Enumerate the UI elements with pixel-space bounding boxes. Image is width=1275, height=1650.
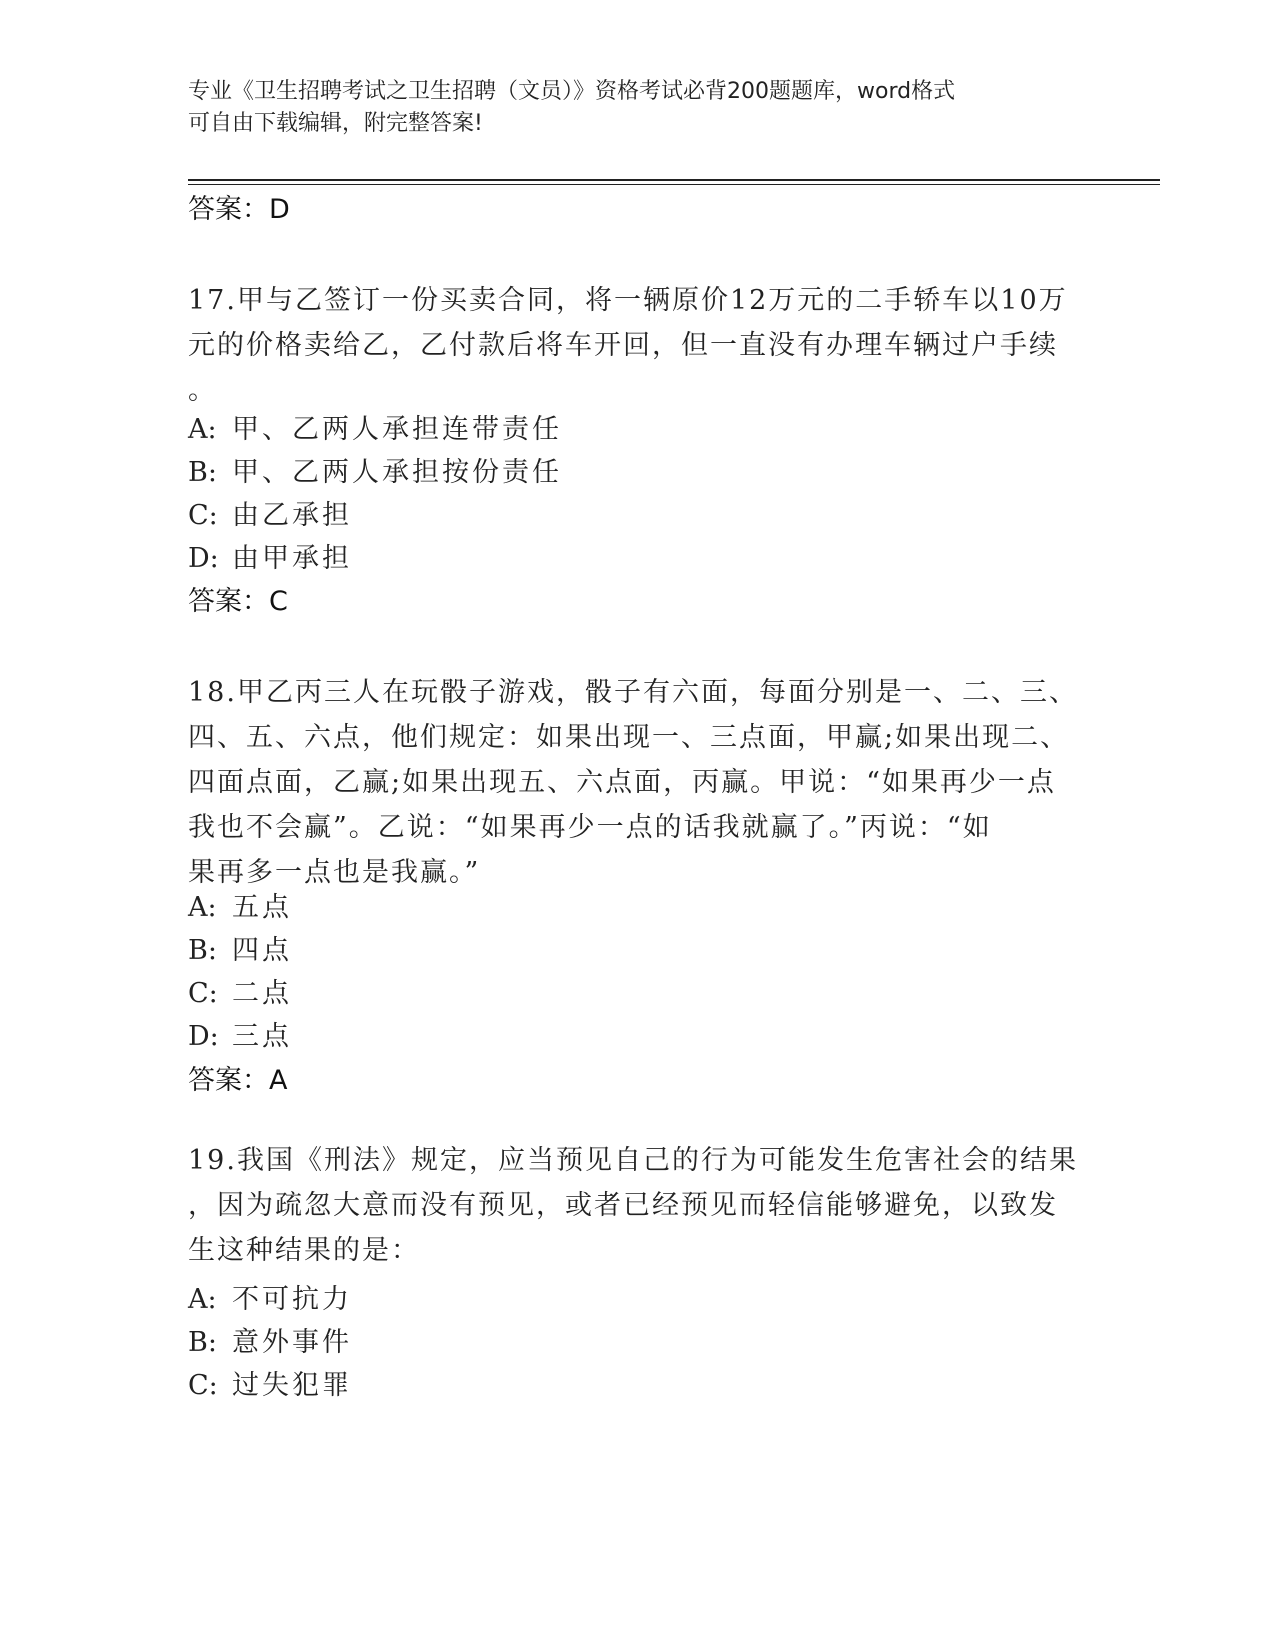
option-text: 五点 xyxy=(232,892,292,923)
answer-q18: 答案：A xyxy=(188,1065,288,1096)
question-17-option-d xyxy=(188,541,352,577)
question-17-line-3: 。 xyxy=(188,375,217,406)
question-17-option-a xyxy=(188,412,562,448)
question-19-option-b xyxy=(188,1325,352,1361)
question-19-text xyxy=(188,1138,1078,1273)
question-17-line-2: 元的价格卖给乙，乙付款后将车开回，但一直没有办理车辆过户手续 xyxy=(188,330,1058,361)
question-18-text xyxy=(188,670,1078,895)
page-header xyxy=(188,76,1088,140)
question-18-line-2: 四、五、六点，他们规定：如果出现一、三点面，甲赢;如果出现二、 xyxy=(188,722,1070,753)
question-18-line-5: 果再多一点也是我赢。” xyxy=(188,857,481,888)
option-text: 过失犯罪 xyxy=(232,1370,352,1401)
question-17-text xyxy=(188,278,1068,413)
option-text: 意外事件 xyxy=(232,1327,352,1358)
header-rule-thin xyxy=(188,184,1160,185)
header-line-2: 可自由下载编辑，附完整答案! xyxy=(188,111,483,136)
question-19-option-a xyxy=(188,1282,352,1318)
option-key: A: xyxy=(188,892,217,923)
question-18-option-b xyxy=(188,933,292,969)
option-key: D: xyxy=(188,1021,219,1052)
option-key: B: xyxy=(188,457,217,488)
question-18-line-1: 18.甲乙丙三人在玩骰子游戏，骰子有六面，每面分别是一、二、三、 xyxy=(188,677,1078,708)
option-key: C: xyxy=(188,1370,218,1401)
option-key: A: xyxy=(188,414,217,445)
question-18-line-3: 四面点面，乙赢;如果出现五、六点面，丙赢。甲说：“如果再少一点 xyxy=(188,767,1056,798)
option-text: 由甲承担 xyxy=(232,543,352,574)
question-19-option-c xyxy=(188,1368,352,1404)
option-key: C: xyxy=(188,500,218,531)
question-17-option-c xyxy=(188,498,352,534)
question-19-line-1: 19.我国《刑法》规定，应当预见自己的行为可能发生危害社会的结果 xyxy=(188,1145,1078,1176)
question-17-line-1: 17.甲与乙签订一份买卖合同，将一辆原价12万元的二手轿车以10万 xyxy=(188,285,1068,316)
question-17-option-b xyxy=(188,455,562,491)
option-key: B: xyxy=(188,935,217,966)
option-text: 不可抗力 xyxy=(232,1284,352,1315)
question-19-line-2: ，因为疏忽大意而没有预见，或者已经预见而轻信能够避免，以致发 xyxy=(188,1190,1058,1221)
header-line-1: 专业《卫生招聘考试之卫生招聘（文员）》资格考试必背200题题库，word格式 xyxy=(188,79,956,104)
question-18-option-d xyxy=(188,1019,292,1055)
option-text: 由乙承担 xyxy=(232,500,352,531)
question-18-option-c xyxy=(188,976,292,1012)
question-18-option-a xyxy=(188,890,292,926)
option-key: B: xyxy=(188,1327,217,1358)
option-text: 甲、乙两人承担按份责任 xyxy=(232,457,562,488)
option-text: 二点 xyxy=(232,978,292,1009)
option-text: 四点 xyxy=(232,935,292,966)
question-18-line-4: 我也不会赢”。乙说：“如果再少一点的话我就赢了。”丙说：“如 xyxy=(188,812,992,843)
option-key: A: xyxy=(188,1284,217,1315)
question-19-line-3: 生这种结果的是： xyxy=(188,1235,420,1266)
option-text: 甲、乙两人承担连带责任 xyxy=(232,414,562,445)
option-key: D: xyxy=(188,543,219,574)
option-text: 三点 xyxy=(232,1021,292,1052)
option-key: C: xyxy=(188,978,218,1009)
answer-q16: 答案：D xyxy=(188,194,290,225)
header-rule-thick xyxy=(188,179,1160,181)
answer-q17: 答案：C xyxy=(188,586,288,617)
